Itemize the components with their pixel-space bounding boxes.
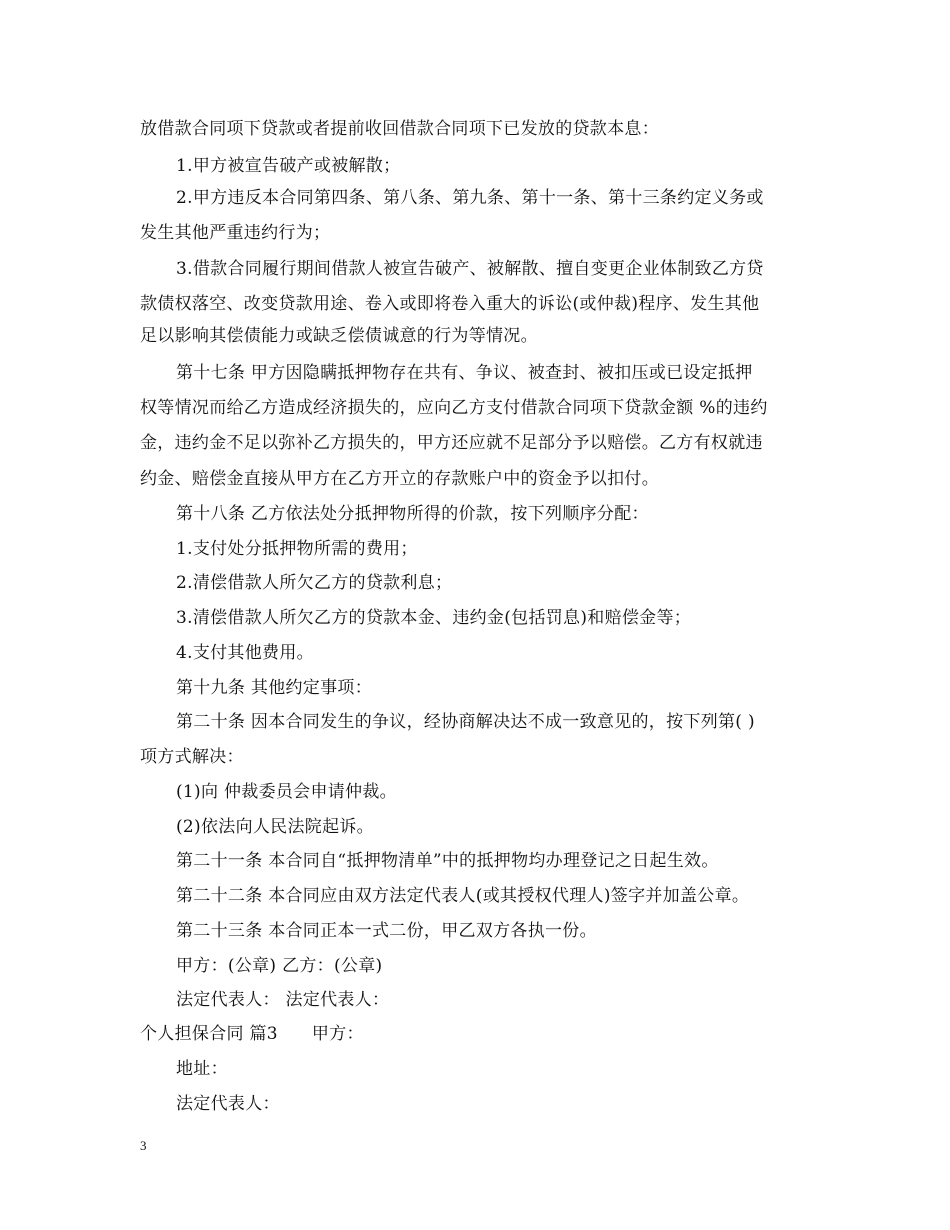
paragraph-line: 金，违约金不足以弥补乙方损失的，甲方还应就不足部分予以赔偿。乙方有权就违: [140, 433, 763, 453]
paragraph-line: 第二十条 因本合同发生的争议，经协商解决达不成一致意见的，按下列第( ): [176, 712, 755, 732]
paragraph-line: 1.甲方被宣告破产或被解散；: [176, 156, 401, 176]
paragraph-line: 第十七条 甲方因隐瞒抵押物存在共有、争议、被查封、被扣压或已设定抵押: [176, 363, 753, 383]
paragraph-line: 权等情况而给乙方造成经济损失的，应向乙方支付借款合同项下贷款金额 %的违约: [140, 398, 768, 418]
section-title: 个人担保合同 篇3: [140, 1024, 278, 1044]
paragraph-line: 第二十一条 本合同自“抵押物清单”中的抵押物均办理登记之日起生效。: [176, 851, 719, 871]
paragraph-line: 4.支付其他费用。: [176, 643, 314, 663]
paragraph-line: 第十九条 其他约定事项：: [176, 678, 373, 698]
party-a-label: 甲方：: [311, 1024, 364, 1044]
paragraph-line: 2.清偿借款人所欠乙方的贷款利息；: [176, 573, 453, 593]
paragraph-line: 款债权落空、改变贷款用途、卷入或即将卷入重大的诉讼(或仲裁)程序、发生其他: [140, 294, 760, 314]
paragraph-line: 足以影响其偿债能力或缺乏偿债诚意的行为等情况。: [140, 326, 538, 346]
paragraph-line: 发生其他严重违约行为；: [140, 223, 331, 243]
paragraph-line: 约金、赔偿金直接从甲方在乙方开立的存款账户中的资金予以扣付。: [140, 469, 659, 489]
paragraph-line: 第二十三条 本合同正本一式二份，甲乙双方各执一份。: [176, 921, 597, 941]
paragraph-line: (2)依法向人民法院起诉。: [176, 817, 374, 837]
paragraph-line: 甲方：(公章) 乙方：(公章): [176, 956, 383, 976]
section-heading: [140, 1023, 364, 1045]
paragraph-line: 第十八条 乙方依法处分抵押物所得的价款，按下列顺序分配：: [176, 504, 649, 524]
paragraph-line: (1)向 仲裁委员会申请仲裁。: [176, 782, 397, 802]
paragraph-line: 项方式解决：: [140, 747, 244, 767]
paragraph-line: 第二十二条 本合同应由双方法定代表人(或其授权代理人)签字并加盖公章。: [176, 886, 750, 906]
paragraph-line: 3.借款合同履行期间借款人被宣告破产、被解散、擅自变更企业体制致乙方贷: [176, 259, 764, 279]
paragraph-line: 地址：: [176, 1059, 228, 1079]
paragraph-line: 放借款合同项下贷款或者提前收回借款合同项下已发放的贷款本息：: [140, 119, 659, 139]
page-number: 3: [140, 1138, 147, 1153]
paragraph-line: 3.清偿借款人所欠乙方的贷款本金、违约金(包括罚息)和赔偿金等；: [176, 608, 692, 628]
paragraph-line: 法定代表人：: [176, 1094, 280, 1114]
paragraph-line: 1.支付处分抵押物所需的费用；: [176, 539, 418, 559]
paragraph-line: 2.甲方违反本合同第四条、第八条、第九条、第十一条、第十三条约定义务或: [176, 188, 764, 208]
paragraph-line: 法定代表人： 法定代表人：: [176, 990, 390, 1010]
